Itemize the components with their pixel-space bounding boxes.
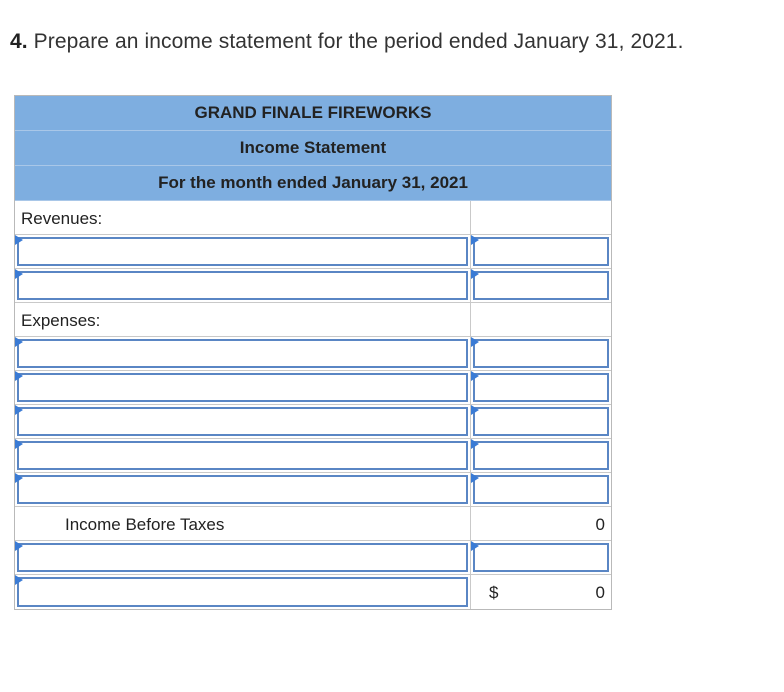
expense-amount-input[interactable] bbox=[473, 441, 609, 470]
expense-amount-input[interactable] bbox=[473, 475, 609, 504]
revenues-header-row bbox=[15, 201, 611, 235]
dropdown-marker-icon bbox=[471, 541, 479, 551]
tax-account-input[interactable] bbox=[17, 543, 468, 572]
revenue-amount-input[interactable] bbox=[473, 237, 609, 266]
expense-account-input[interactable] bbox=[17, 373, 468, 402]
dropdown-marker-icon bbox=[15, 541, 23, 551]
dropdown-marker-icon bbox=[15, 235, 23, 245]
question-prompt bbox=[10, 30, 684, 54]
revenues-label: Revenues: bbox=[21, 209, 103, 228]
dropdown-marker-icon bbox=[15, 337, 23, 347]
expense-amount-input[interactable] bbox=[473, 339, 609, 368]
expense-amount-input[interactable] bbox=[473, 407, 609, 436]
expense-amount-input[interactable] bbox=[473, 373, 609, 402]
statement-title: Income Statement bbox=[15, 131, 611, 166]
income-statement-table bbox=[14, 95, 612, 610]
tax-amount-input[interactable] bbox=[473, 543, 609, 572]
currency-symbol: $ bbox=[489, 583, 499, 602]
dropdown-marker-icon bbox=[471, 473, 479, 483]
revenue-amount-input[interactable] bbox=[473, 271, 609, 300]
expense-row bbox=[15, 405, 611, 439]
dropdown-marker-icon bbox=[471, 269, 479, 279]
dropdown-marker-icon bbox=[15, 371, 23, 381]
income-before-taxes-label: Income Before Taxes bbox=[65, 515, 225, 534]
question-number: 4. bbox=[10, 30, 28, 53]
expense-account-input[interactable] bbox=[17, 441, 468, 470]
net-income-value: 0 bbox=[595, 583, 605, 602]
net-income-row bbox=[15, 575, 611, 609]
dropdown-marker-icon bbox=[15, 439, 23, 449]
dropdown-marker-icon bbox=[15, 269, 23, 279]
revenue-account-input[interactable] bbox=[17, 271, 468, 300]
revenue-row bbox=[15, 235, 611, 269]
dropdown-marker-icon bbox=[471, 235, 479, 245]
statement-period: For the month ended January 31, 2021 bbox=[15, 166, 611, 201]
expense-account-input[interactable] bbox=[17, 339, 468, 368]
dropdown-marker-icon bbox=[471, 405, 479, 415]
dropdown-marker-icon bbox=[471, 337, 479, 347]
dropdown-marker-icon bbox=[15, 405, 23, 415]
expenses-label: Expenses: bbox=[21, 311, 101, 330]
net-income-account-input[interactable] bbox=[17, 577, 468, 607]
income-before-taxes-row bbox=[15, 507, 611, 541]
dropdown-marker-icon bbox=[15, 575, 23, 585]
tax-row bbox=[15, 541, 611, 575]
dropdown-marker-icon bbox=[15, 473, 23, 483]
expense-row bbox=[15, 371, 611, 405]
expense-row bbox=[15, 337, 611, 371]
income-before-taxes-value: 0 bbox=[595, 515, 605, 534]
expenses-header-row bbox=[15, 303, 611, 337]
expense-row bbox=[15, 473, 611, 507]
expense-row bbox=[15, 439, 611, 473]
company-name: GRAND FINALE FIREWORKS bbox=[15, 96, 611, 131]
revenue-account-input[interactable] bbox=[17, 237, 468, 266]
dropdown-marker-icon bbox=[471, 371, 479, 381]
revenue-row bbox=[15, 269, 611, 303]
dropdown-marker-icon bbox=[471, 439, 479, 449]
question-text: Prepare an income statement for the period ended January 31, 2021. bbox=[33, 30, 684, 53]
expense-account-input[interactable] bbox=[17, 407, 468, 436]
expense-account-input[interactable] bbox=[17, 475, 468, 504]
